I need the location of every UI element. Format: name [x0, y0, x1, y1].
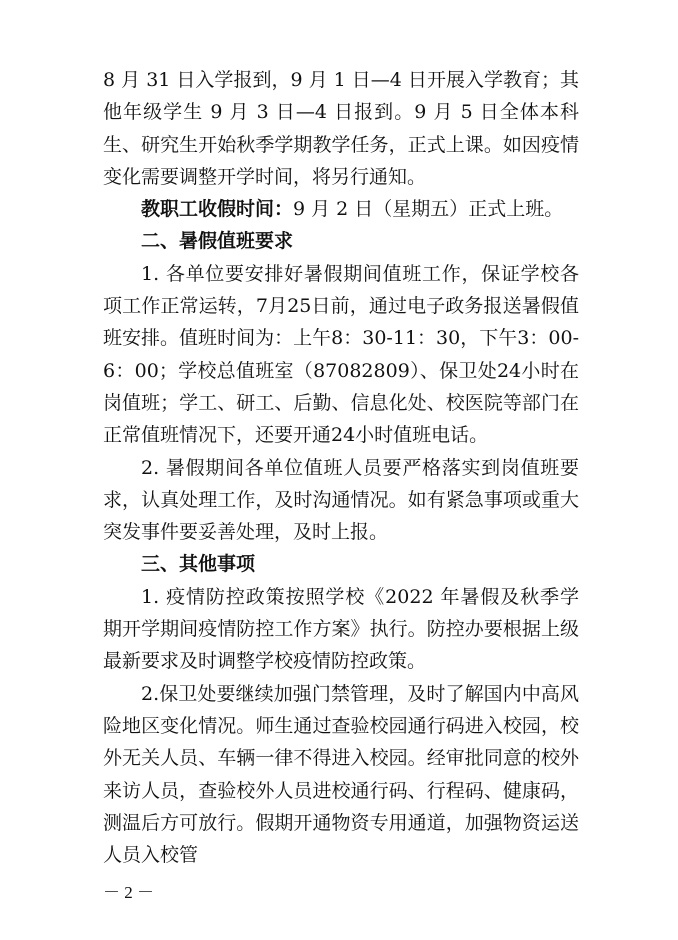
- document-body: [103, 64, 579, 871]
- paragraph-duty-personnel: 2. 暑假期间各单位值班人员要严格落实到岗值班要求，认真处理工作，及时沟通情况。如有紧急事项或重大突发事件要妥善处理，及时上报。: [103, 456, 579, 544]
- paragraph-epidemic-policy: 1. 疫情防控政策按照学校《2022 年暑假及秋季学期开学期间疫情防控工作方案》执行。防控办要根据上级最新要求及时调整学校疫情防控政策。: [103, 585, 579, 673]
- staff-return-date: 9 月 2 日（星期五）正式上班。: [293, 198, 564, 221]
- staff-return-lead: 教职工收假时间：: [141, 198, 294, 221]
- paragraph-duty-arrangement: 1. 各单位要安排好暑假期间值班工作，保证学校各项工作正常运转，7月25日前，通过电子政务报送暑假值班安排。值班时间为：上午8：30-11：30，下午3：00-6：00；学校总值班室（87082809）、保卫处24小时在岗值班；学工、研工、后勤、信息化处、校医院等部门在正常值班情况下，还要开通24小时值班电话。: [103, 262, 579, 447]
- paragraph-staff-return: [103, 193, 579, 225]
- section-heading-other: 三、其他事项: [141, 553, 256, 576]
- page-number: － 2 －: [103, 883, 154, 902]
- section-heading-duty: 二、暑假值班要求: [141, 230, 294, 253]
- paragraph-access-control: 2.保卫处要继续加强门禁管理，及时了解国内中高风险地区变化情况。师生通过查验校园通行码进入校园，校外无关人员、车辆一律不得进入校园。经审批同意的校外来访人员，查验校外人员进校通行码、行程码、健康码，测温后方可放行。假期开通物资专用通道，加强物资运送人员入校管: [103, 682, 579, 867]
- paragraph-enrollment-schedule: 8 月 31 日入学报到，9 月 1 日—4 日开展入学教育；其他年级学生 9 月 3 日—4 日报到。9 月 5 日全体本科生、研究生开始秋季学期教学任务，正式上课。如因疫情变化需要调整开学时间，将另行通知。: [103, 69, 579, 188]
